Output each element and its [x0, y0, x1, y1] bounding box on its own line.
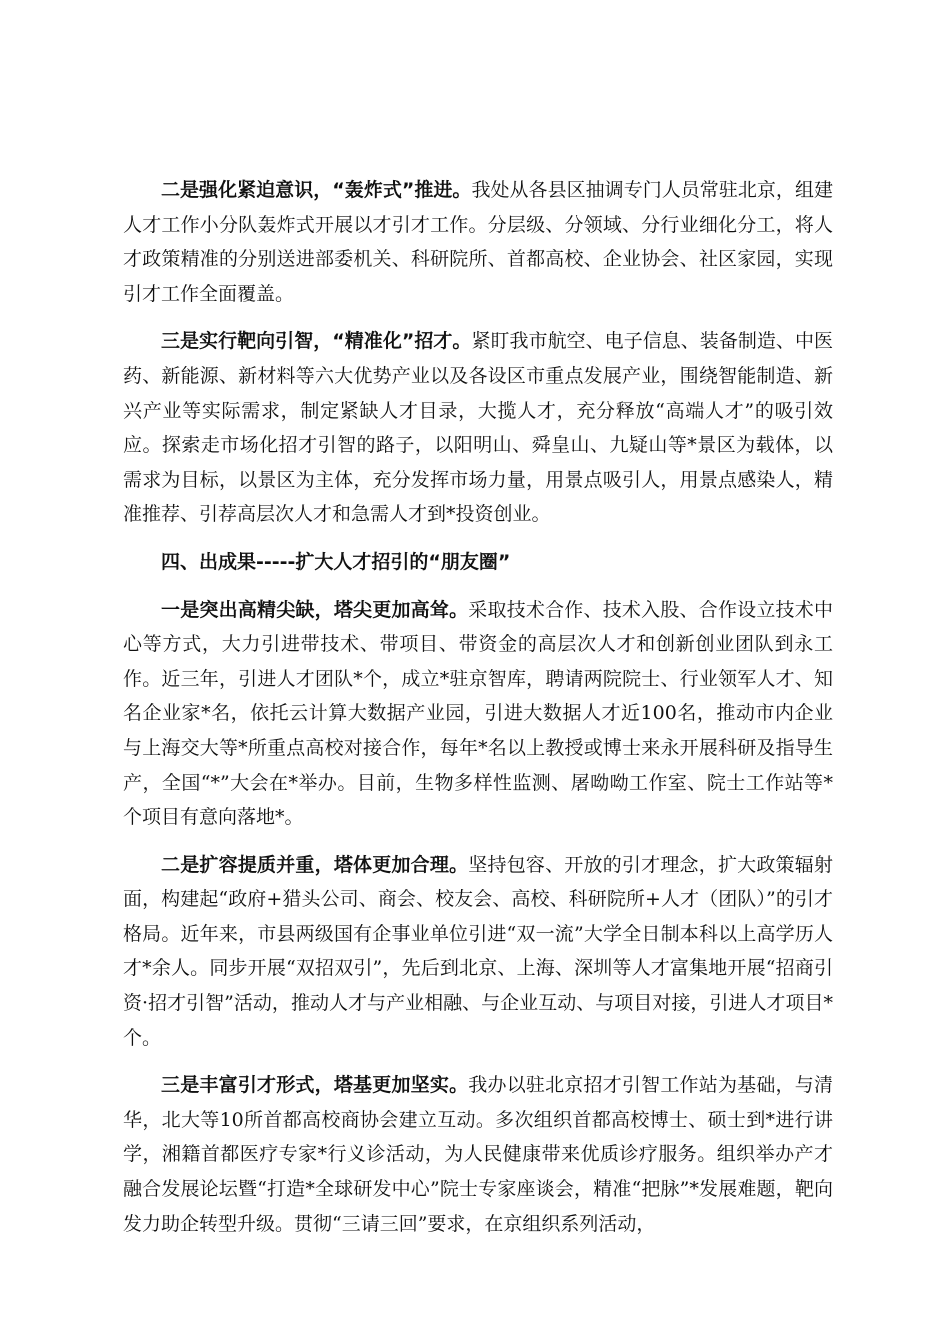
paragraph-recruitment-forms: [123, 1068, 833, 1241]
paragraph-lead: 一是突出高精尖缺，塔尖更加高耸。: [161, 598, 469, 621]
paragraph-lead: 二是强化紧迫意识，“轰炸式”推进。: [161, 179, 472, 201]
paragraph-expand-quality: [123, 848, 833, 1056]
paragraph-lead: 三是丰富引才形式，塔基更加坚实。: [161, 1074, 469, 1097]
paragraph-text: 我办以驻北京招才引智工作站为基础，与清华，北大等10所首都高校商协会建立互动。多次组织首都高校博士、硕士到*进行讲学，湘籍首都医疗专家*行义诊活动，为人民健康带来优质诊疗服务。组织举办产才融合发展论坛暨“打造*全球研发中心”院士专家座谈会，精准“把脉”*发展难题，靶向发力助企转型升级。贯彻“三请三回”要求，在京组织系列活动，: [123, 1074, 833, 1235]
paragraph-lead: 三是实行靶向引智，“精准化”招才。: [161, 330, 472, 353]
paragraph-text: 紧盯我市航空、电子信息、装备制造、中医药、新能源、新材料等六大优势产业以及各设区市重点发展产业，围绕智能制造、新兴产业等实际需求，制定紧缺人才目录，大揽人才，充分释放“高端人才”的吸引效应。探索走市场化招才引智的路子，以阳明山、舜皇山、九疑山等*景区为载体，以需求为目标，以景区为主体，充分发挥市场力量，用景点吸引人，用景点感染人，精准推荐、引荐高层次人才和急需人才到*投资创业。: [123, 330, 833, 526]
paragraph-targeted-recruitment: [123, 324, 833, 532]
document-body: [123, 173, 833, 1254]
paragraph-urgency: [123, 173, 833, 311]
paragraph-high-end-talent: [123, 593, 833, 835]
paragraph-text: 坚持包容、开放的引才理念，扩大政策辐射面，构建起“政府+猎头公司、商会、校友会、高校、科研院所+人才（团队）”的引才格局。近年来，市县两级国有企事业单位引进“双一流”大学全日制本科以上高学历人才*余人。同步开展“双招双引”，先后到北京、上海、深圳等人才富集地开展“招商引资·招才引智”活动，推动人才与产业相融、与企业互动、与项目对接，引进人才项目*个。: [123, 853, 833, 1049]
paragraph-text: 我处从各县区抽调专门人员常驻北京，组建人才工作小分队轰炸式开展以才引才工作。分层级、分领域、分行业细化分工，将人才政策精准的分别送进部委机关、科研院所、首都高校、企业协会、社区家园，实现引才工作全面覆盖。: [123, 179, 833, 305]
paragraph-text: 采取技术合作、技术入股、合作设立技术中心等方式，大力引进带技术、带项目、带资金的高层次人才和创新创业团队到永工作。近三年，引进人才团队*个，成立*驻京智库，聘请两院院士、行业领军人才、知名企业家*名，依托云计算大数据产业园，引进大数据人才近100名，推动市内企业与上海交大等*所重点高校对接合作，每年*名以上教授或博士来永开展科研及指导生产，全国“*”大会在*举办。目前，生物多样性监测、屠呦呦工作室、院士工作站等*个项目有意向落地*。: [123, 598, 833, 829]
section-heading: 四、出成果-----扩大人才招引的“朋友圈”: [161, 550, 511, 573]
paragraph-lead: 二是扩容提质并重，塔体更加合理。: [161, 853, 469, 876]
